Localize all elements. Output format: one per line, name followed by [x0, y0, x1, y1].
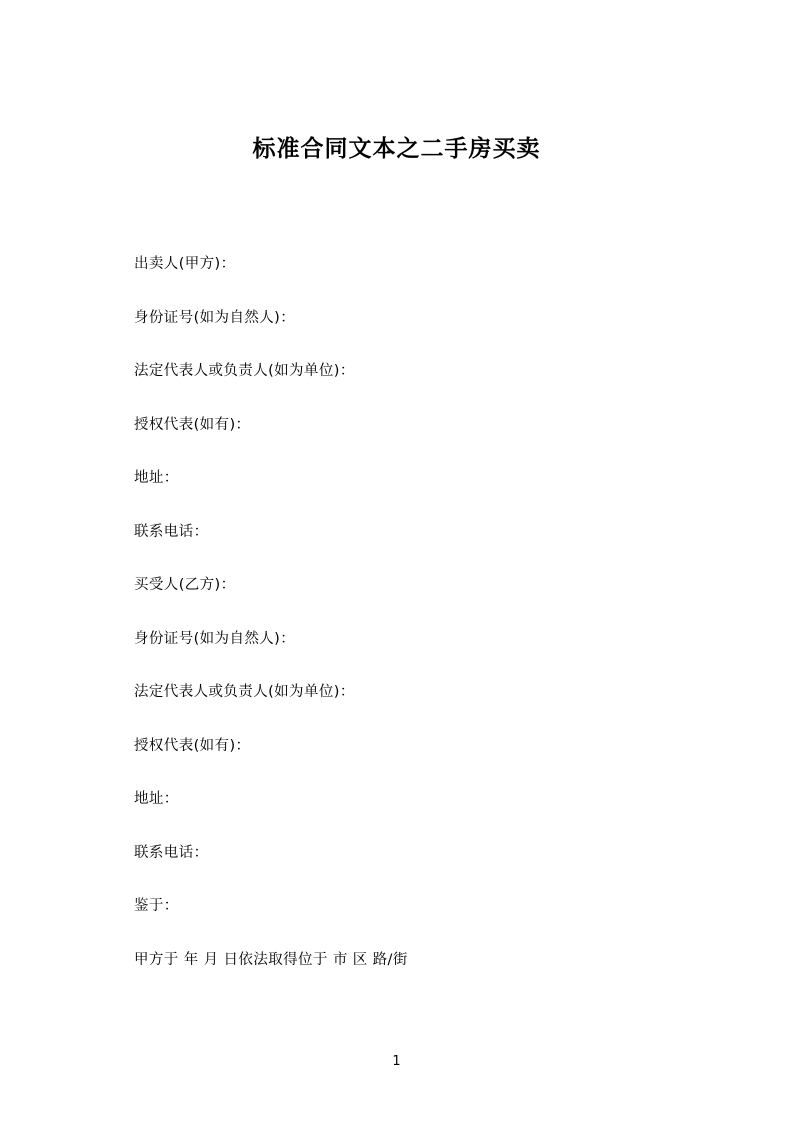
- paragraph-seller-legal-rep: 法定代表人或负责人(如为单位)：: [134, 363, 355, 379]
- paragraph-buyer-authorized-rep: 授权代表(如有)：: [134, 737, 251, 754]
- page-title: 标准合同文本之二手房买卖: [252, 136, 541, 162]
- paragraph-buyer-phone: 联系电话：: [134, 844, 209, 861]
- paragraph-buyer-label: 买受人(乙方)：: [134, 577, 236, 593]
- paragraph-seller-id: 身份证号(如为自然人)：: [134, 309, 296, 326]
- paragraph-buyer-id: 身份证号(如为自然人)：: [134, 630, 296, 647]
- paragraph-seller-label: 出卖人(甲方)：: [134, 256, 236, 272]
- paragraph-seller-phone: 联系电话：: [134, 523, 209, 540]
- paragraph-seller-authorized-rep: 授权代表(如有)：: [134, 416, 251, 433]
- document-body: [0, 254, 793, 970]
- paragraph-property-acquisition: 甲方于 年 月 日依法取得位于 市 区 路/街: [134, 951, 408, 968]
- paragraph-buyer-address: 地址：: [134, 791, 179, 807]
- paragraph-whereas: 鉴于：: [134, 898, 179, 914]
- paragraph-buyer-legal-rep: 法定代表人或负责人(如为单位)：: [134, 684, 355, 700]
- paragraph-seller-address: 地址：: [134, 470, 179, 486]
- page-number: 1: [392, 1054, 401, 1069]
